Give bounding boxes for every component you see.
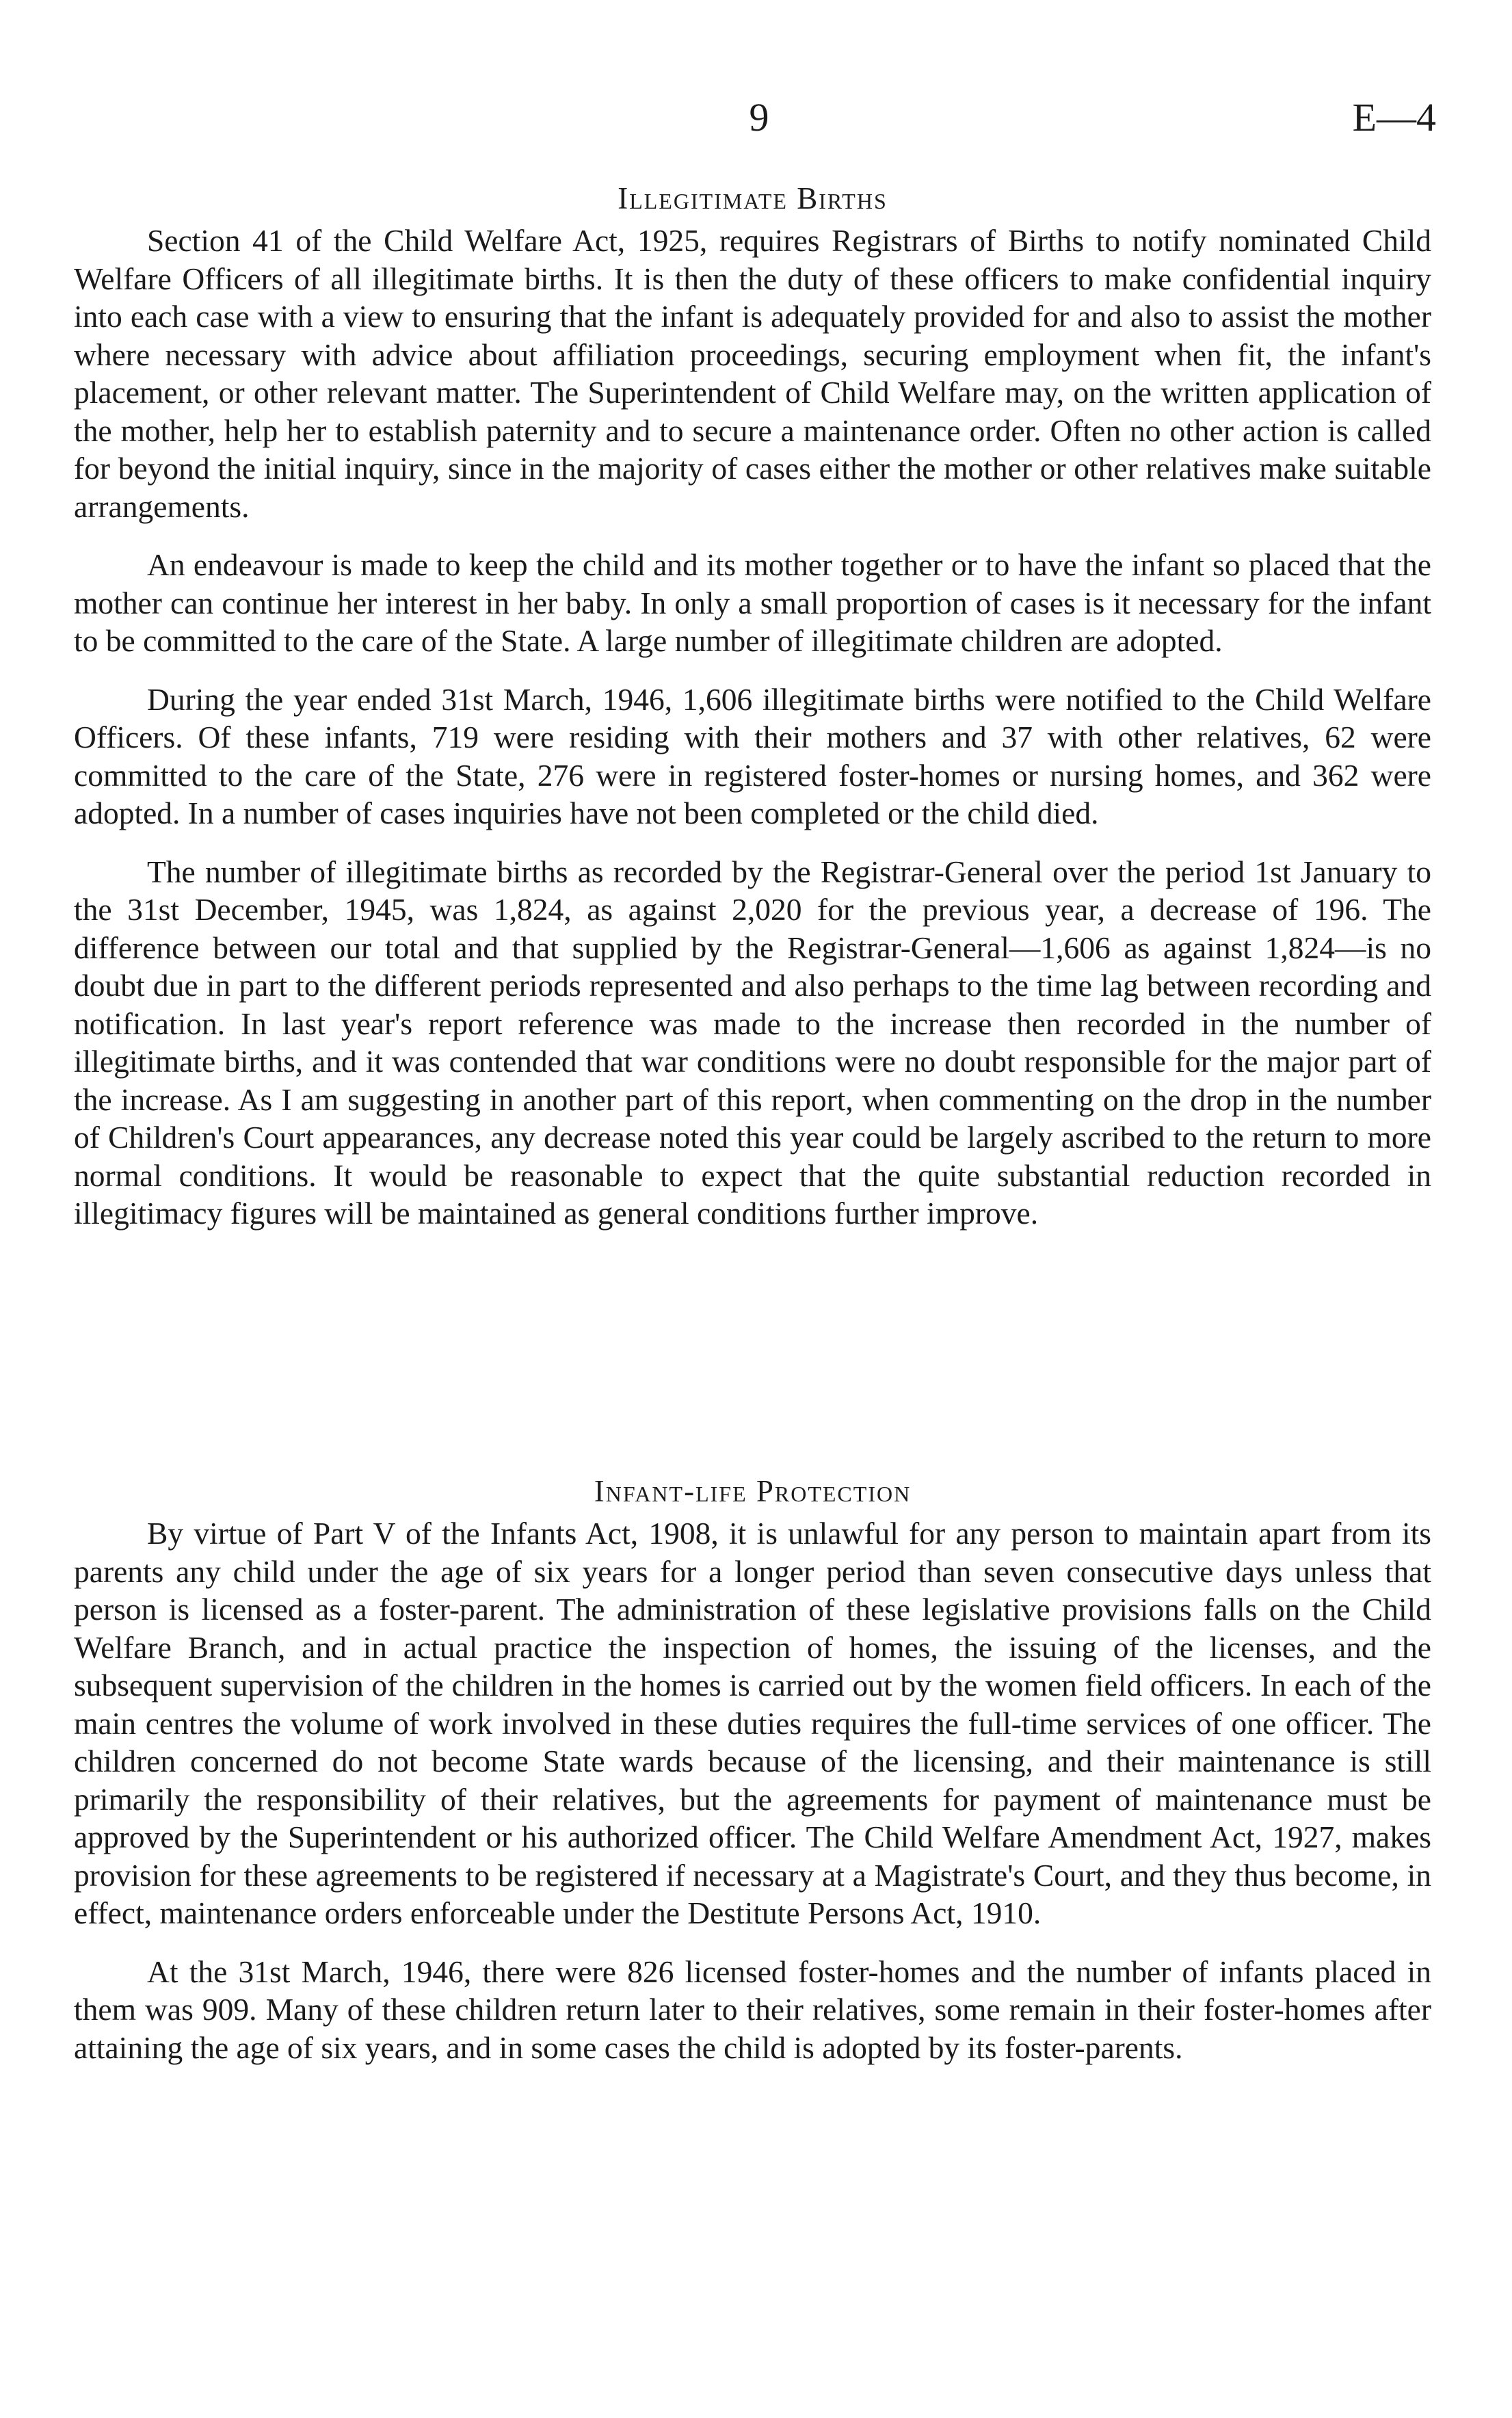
paragraph: During the year ended 31st March, 1946, 1,606 illegitimate births were notified to the Child Welfare Officers. Of these infants, 719 were residing with their mothers and 37 with other relatives, 62 were committed to the care of the State, 276 were in registered foster-homes or nursing homes, and 362 were adopted. In a number of cases inquiries have not been completed or the child died. bbox=[74, 681, 1431, 830]
paragraph: The number of illegitimate births as recorded by the Registrar-General over the period 1st January to the 31st December, 1945, was 1,824, as against 2,020 for the previous year, a decrease of 196. The difference between our total and that supplied by the Registrar-General—1,606 as against 1,824—is no doubt due in part to the different periods represented and also perhaps to the time lag between recording and notification. In last year's report reference was made to the increase then recorded in the number of illegitimate births, and it was contended that war conditions were no doubt responsible for the major part of the increase. As I am suggesting in another part of this report, when commenting on the drop in the number of Children's Court appearances, any decrease noted this year could be largely ascribed to the return to more normal conditions. It would be reasonable to expect that the quite substantial reduction recorded in illegitimacy figures will be maintained as general conditions further improve. bbox=[74, 854, 1431, 1231]
page-number: 9 bbox=[749, 95, 769, 140]
section-heading: Illegitimate Births bbox=[618, 181, 888, 215]
section-heading: Infant-life Protection bbox=[594, 1474, 912, 1508]
section-illegitimate-births bbox=[74, 179, 1431, 1253]
paragraph: By virtue of Part V of the Infants Act, 1908, it is unlawful for any person to maintain apart from its parents any child under the age of six years for a longer period than seven consecutive days unless that person is licensed as a foster-parent. The administration of these legislative provisions falls on the Child Welfare Branch, and in actual practice the inspection of homes, the issuing of the licenses, and the subsequent supervision of the children in the homes is carried out by the women field officers. In each of the main centres the volume of work involved in these duties requires the full-time services of one officer. The children concerned do not become State wards because of the licensing, and their maintenance is still primarily the responsibility of their relatives, but the agreements for payment of maintenance must be approved by the Superintendent or his authorized officer. The Child Welfare Amendment Act, 1927, makes provision for these agreements to be registered if necessary at a Magistrate's Court, and they thus become, in effect, maintenance orders enforceable under the Destitute Persons Act, 1910. bbox=[74, 1516, 1431, 1930]
paragraph: Section 41 of the Child Welfare Act, 1925, requires Registrars of Births to notify nominated Child Welfare Officers of all illegitimate births. It is then the duty of these officers to make confidential inquiry into each case with a view to ensuring that the infant is adequately provided for and also to assist the mother where necessary with advice about affiliation proceedings, securing employment when fit, the infant's placement, or other relevant matter. The Superintendent of Child Welfare may, on the written application of the mother, help her to establish paternity and to secure a maintenance order. Often no other action is called for beyond the initial inquiry, since in the majority of cases either the mother or other relatives make suitable arrangements. bbox=[74, 223, 1431, 524]
paragraph: An endeavour is made to keep the child and its mother together or to have the infant so placed that the mother can continue her interest in her baby. In only a small proportion of cases is it necessary for the infant to be committed to the care of the State. A large number of illegitimate children are adopted. bbox=[74, 547, 1431, 658]
section-infant-life-protection bbox=[74, 1472, 1431, 2087]
document-reference: E—4 bbox=[1352, 95, 1436, 140]
paragraph: At the 31st March, 1946, there were 826 licensed foster-homes and the number of infants placed in them was 909. Many of these children return later to their relatives, some remain in their foster-homes after attaining the age of six years, and in some cases the child is adopted by its foster-parents. bbox=[74, 1954, 1431, 2065]
